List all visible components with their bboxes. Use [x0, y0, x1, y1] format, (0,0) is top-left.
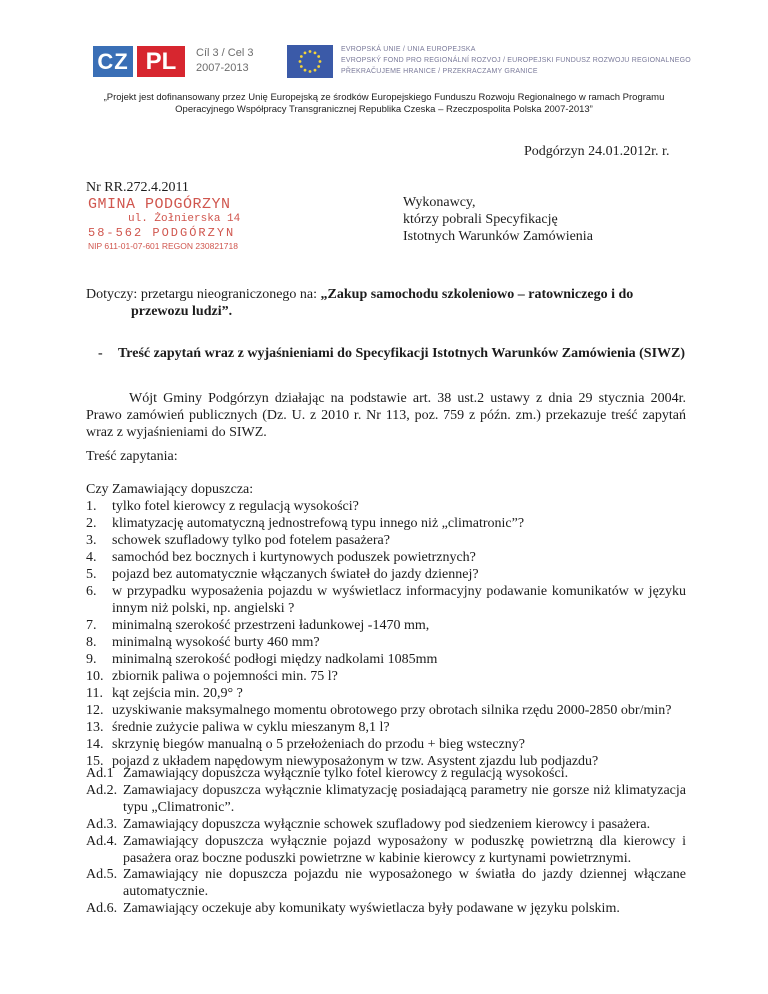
questions-list	[86, 498, 686, 770]
subject-prefix: Dotyczy: przetargu nieograniczonego na:	[86, 287, 321, 302]
question-item-number: 1.	[86, 499, 97, 514]
program-period-line1: Cíl 3 / Cel 3	[196, 47, 254, 59]
eu-star	[314, 51, 317, 54]
question-item	[86, 736, 686, 753]
answer-item-number: Ad.1	[86, 766, 114, 781]
eu-star	[317, 55, 320, 58]
question-item-number: 4.	[86, 550, 97, 565]
eu-star	[300, 55, 303, 58]
question-item-text: schowek szufladowy tylko pod fotelem pasażera?	[112, 533, 390, 548]
eu-fund-text	[341, 44, 721, 77]
question-item	[86, 549, 686, 566]
question-item-text: minimalną szerokość podłogi między nadkolami 1085mm	[112, 652, 438, 667]
questions-lead: Czy Zamawiający dopuszcza:	[86, 482, 254, 497]
recipient-line-1: Wykonawcy,	[403, 195, 476, 210]
answer-item-text: Zamawiający dopuszcza wyłącznie schowek szufladowy pod siedzeniem kierowcy i pasażera.	[123, 816, 651, 832]
question-item	[86, 668, 686, 685]
question-item	[86, 702, 686, 719]
question-item-number: 11.	[86, 686, 103, 701]
question-item	[86, 617, 686, 634]
question-item	[86, 719, 686, 736]
recipient-line-2: którzy pobrali Specyfikację	[403, 212, 558, 227]
answer-item	[86, 783, 686, 817]
question-item-text: uzyskiwanie maksymalnego momentu obrotowego przy obrotach silnika rzędu 2000-2850 obr/min?	[112, 703, 672, 718]
section-title: Treść zapytań wraz z wyjaśnieniami do Specyfikacji Istotnych Warunków Zamówienia (SIWZ)	[118, 346, 686, 361]
stamp-line-3: 58-562 PODGÓRZYN	[88, 226, 236, 240]
answer-item	[86, 867, 686, 901]
eu-star	[317, 65, 320, 68]
question-item-text: pojazd z układem napędowym niewyposażonym w tzw. Asystent zjazdu lub podjazdu?	[112, 754, 599, 769]
question-item-text: w przypadku wyposażenia pojazdu w wyświetlacz informacyjny podawanie komunikatów w języku innym niż polski, np. angielski ?	[112, 584, 686, 616]
section-heading	[98, 345, 688, 362]
municipality-stamp	[88, 196, 298, 252]
answer-item-number: Ad.2.	[86, 782, 118, 798]
question-item-text: tylko fotel kierowcy z regulacją wysokości?	[112, 499, 359, 514]
eu-line-3: PŘEKRAČUJEME HRANICE / PRZEKRACZAMY GRANICE	[341, 68, 538, 75]
eu-line-2: EVROPSKÝ FOND PRO REGIONÁLNÍ ROZVOJ / EUROPEJSKI FUNDUSZ ROZWOJU REGIONALNEGO	[341, 57, 691, 64]
eu-star	[319, 60, 322, 63]
cz-pl-logo	[93, 46, 188, 77]
answer-item-text: Zamawiajacy dopuszcza wyłącznie klimatyzację posiadającą parametry nie gorsze niż klimatyzacja typu „Climatronic”.	[123, 782, 686, 815]
answer-item-number: Ad.4.	[86, 833, 118, 849]
eu-star	[304, 51, 307, 54]
eu-flag-icon	[287, 45, 333, 78]
answer-item-number: Ad.5.	[86, 867, 118, 883]
question-item-number: 5.	[86, 567, 97, 582]
answers-list	[86, 766, 686, 918]
question-item	[86, 515, 686, 532]
question-item-text: pojazd bez automatycznie włączanych świateł do jazdy dziennej?	[112, 567, 479, 582]
question-item-text: kąt zejścia min. 20,9° ?	[112, 686, 243, 701]
questions-heading: Treść zapytania:	[86, 449, 178, 464]
eu-star	[309, 50, 312, 53]
question-item-number: 2.	[86, 516, 97, 531]
subject-title-part2: przewozu ludzi”.	[131, 304, 233, 319]
question-item-text: minimalną szerokość przestrzeni ładunkowej -1470 mm,	[112, 618, 430, 633]
reference-number: Nr RR.272.4.2011	[86, 180, 189, 195]
stamp-line-4: NIP 611-01-07-601 REGON 230821718	[88, 241, 238, 251]
eu-line-1: EVROPSKÁ UNIE / UNIA EUROPEJSKA	[341, 46, 476, 53]
logo-pl-text: PL	[137, 46, 185, 77]
question-item-number: 9.	[86, 652, 97, 667]
intro-paragraph	[86, 390, 686, 441]
question-item-text: zbiornik paliwa o pojemności min. 75 l?	[112, 669, 338, 684]
eu-star	[314, 69, 317, 72]
answer-item-text: Zamawiający dopuszcza wyłącznie tylko fotel kierowcy z regulacją wysokości.	[123, 766, 569, 781]
eu-star	[309, 70, 312, 73]
answer-item	[86, 834, 686, 868]
eu-star	[304, 69, 307, 72]
question-item	[86, 583, 686, 617]
question-item-number: 14.	[86, 737, 104, 752]
eu-star	[299, 60, 302, 63]
stamp-line-1: GMINA PODGÓRZYN	[88, 196, 231, 213]
eu-star	[300, 65, 303, 68]
answer-item-text: Zamawiający nie dopuszcza pojazdu nie wyposażonego w światła do jazdy dziennej włączane automatycznie.	[123, 867, 686, 900]
subject-line	[86, 286, 686, 320]
stamp-line-2: ul. Żołnierska 14	[128, 213, 241, 225]
question-item	[86, 651, 686, 668]
question-item-number: 7.	[86, 618, 97, 633]
recipient-block	[403, 194, 593, 245]
question-item	[86, 634, 686, 651]
questions-block	[86, 481, 686, 770]
question-item-number: 13.	[86, 720, 104, 735]
answer-item	[86, 901, 686, 918]
answer-item	[86, 766, 686, 783]
answers-block	[86, 766, 686, 918]
intro-text: Wójt Gminy Podgórzyn działając na podstawie art. 38 ust.2 ustawy z dnia 29 stycznia 2004r. Prawo zamówień publicznych (Dz. U. z 2010 r. Nr 113, poz. 759 z późn. zm.) przekazuje treść zapytań wraz z wyjaśnieniami do SIWZ.	[86, 391, 686, 440]
project-funding-note: „Projekt jest dofinansowany przez Unię Europejską ze środków Europejskiego Funduszu Rozwoju Regionalnego w ramach Programu Operacyjnego Współpracy Transgranicznej Republika Czeska – Rzeczpospolita Polska 2007-2013”	[103, 92, 665, 115]
question-item-text: skrzynię biegów manualną o 5 przełożeniach do przodu + bieg wsteczny?	[112, 737, 525, 752]
question-item-number: 3.	[86, 533, 97, 548]
question-item-number: 15.	[86, 754, 104, 769]
question-item-text: średnie zużycie paliwa w cyklu mieszanym 8,1 l?	[112, 720, 390, 735]
program-period-line2: 2007-2013	[196, 62, 249, 74]
answer-item	[86, 817, 686, 834]
question-item-number: 10.	[86, 669, 104, 684]
question-item	[86, 498, 686, 515]
answer-item-number: Ad.6.	[86, 901, 118, 917]
question-item-text: klimatyzację automatyczną jednostrefową typu innego niż „climatronic”?	[112, 516, 525, 531]
logo-cz-text: CZ	[93, 46, 133, 77]
question-item-text: samochód bez bocznych i kurtynowych poduszek powietrznych?	[112, 550, 476, 565]
answer-item-text: Zamawiający oczekuje aby komunikaty wyświetlacza były podawane w języku polskim.	[123, 901, 620, 917]
recipient-line-3: Istotnych Warunków Zamówienia	[403, 229, 593, 244]
program-period	[196, 46, 276, 76]
section-dash: -	[98, 346, 103, 361]
subject-title-part1: „Zakup samochodu szkoleniowo – ratowniczego i do	[320, 287, 634, 302]
answer-item-number: Ad.3.	[86, 816, 118, 832]
question-item-number: 12.	[86, 703, 104, 718]
question-item	[86, 532, 686, 549]
question-item-number: 8.	[86, 635, 97, 650]
place-date: Podgórzyn 24.01.2012r. r.	[524, 144, 670, 159]
question-item	[86, 566, 686, 583]
question-item-text: minimalną wysokość burty 460 mm?	[112, 635, 320, 650]
answer-item-text: Zamawiający dopuszcza wyłącznie pojazd wyposażony w poduszkę powietrzną dla kierowcy i pasażera oraz boczne poduszki powietrzne w kabinie kierowcy z kurtynami powietrznymi.	[123, 833, 686, 866]
question-item	[86, 685, 686, 702]
question-item-number: 6.	[86, 584, 97, 599]
